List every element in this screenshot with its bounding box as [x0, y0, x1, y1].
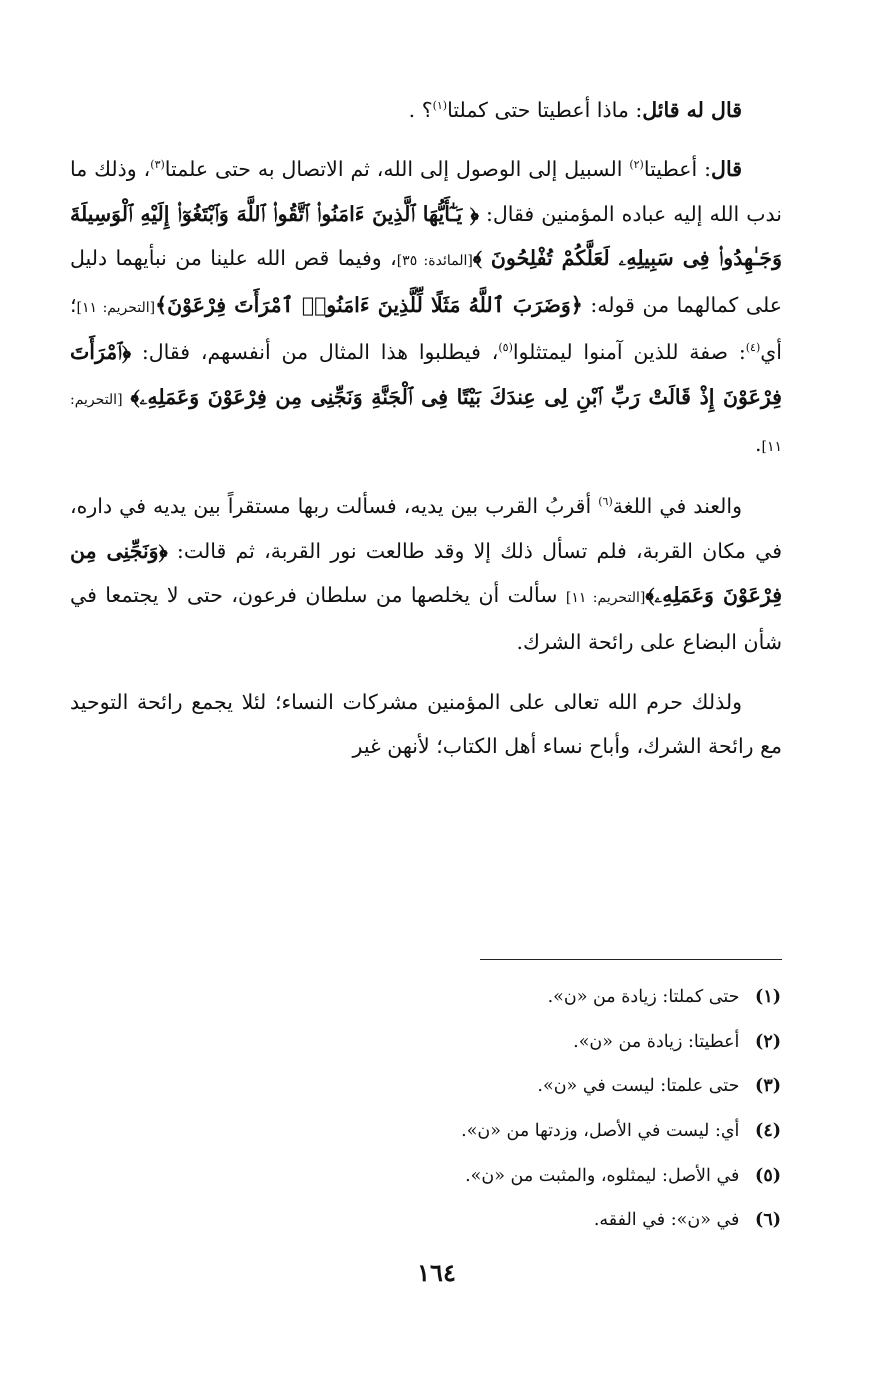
footnote-divider — [480, 959, 782, 960]
footnote-text: حتى كملتا: زيادة من «ن». — [547, 987, 740, 1007]
footnote-item — [181, 1064, 781, 1109]
footnote-text: حتى علمتا: ليست في «ن». — [537, 1076, 740, 1097]
footnote-ref: (١) — [432, 99, 448, 113]
paragraph-question: قال له قائل: ماذا أعطيتا حتى كملتا$^{(١)}$؟ . — [408, 98, 742, 122]
footnote-item — [181, 975, 781, 1020]
speaker-label: قال — [711, 157, 742, 182]
footnote-number: (٥) — [755, 1165, 781, 1186]
footnote-item — [181, 1020, 781, 1065]
paragraph-answer: قال: أعطيتا$^{(٢)}$ السبيل إلى الوصول إلى الله، ثم الاتصال به حتى علمتا$^{(٣)}$، وذلك ما ندب الله إليه عباده المؤمنين فقال: ﴿ يَـٰٓأَيُّهَا ٱلَّذِينَ ءَامَنُوا۟ ٱتَّقُوا۟ ٱللَّهَ وَٱبْتَغُوٓا۟ إِلَيْهِ ٱلْوَسِيلَةَ وَجَـٰهِدُوا۟ فِى سَبِيلِهِۦ لَعَلَّكُمْ تُفْلِحُونَ ﴾[المائدة: ٣٥]، وفيما قص الله علينا من نبأيهما دليل على كمالهما من قوله: ﴿وَضَرَبَ ٱللَّهُ مَثَلًا لِّلَّذِينَ ءَامَنُوا۟ ٱمْرَأَتَ فِرْعَوْنَ﴾[التحريم: ١١]؛ أي$^{(٤)}$: صفة للذين آمنوا ليمتثلوا$^{(٥)}$، فيطلبوا هذا المثال من أنفسهم، فقال: ﴿ٱمْرَأَتَ فِرْعَوْنَ إِذْ قَالَتْ رَبِّ ٱبْنِ لِى عِندَكَ بَيْتًا فِى ٱلْجَنَّةِ وَنَجِّنِى مِن فِرْعَوْنَ وَعَمَلِهِۦ﴾ [التحريم: ١١]. — [70, 157, 783, 457]
speaker-label: قال له قائل — [642, 98, 742, 122]
footnote-text: في «ن»: في الفقه. — [593, 1210, 740, 1231]
footnote-ref: (٣) — [150, 158, 165, 172]
footnote-text: أي: ليست في الأصل، وزدتها من «ن». — [461, 1121, 740, 1142]
footnote-number: (٢) — [755, 1031, 781, 1052]
footnote-text: في الأصل: ليمثلوه، والمثبت من «ن». — [465, 1165, 740, 1186]
quran-verse: ﴿ يَـٰٓأَيُّهَا ٱلَّذِينَ ءَامَنُوا۟ ٱتَّقُوا۟ ٱللَّهَ وَٱبْتَغُوٓا۟ إِلَيْهِ ٱلْوَسِيلَةَ وَجَـٰهِدُوا۟ فِى سَبِيلِهِۦ لَعَلَّكُمْ تُفْلِحُونَ ﴾ — [70, 201, 782, 270]
paragraph-ruling: ولذلك حرم الله تعالى على المؤمنين مشركات النساء؛ لئلا يجمع رائحة التوحيد مع رائحة الشرك، وأباح نساء أهل الكتاب؛ لأنهن غير — [70, 689, 782, 758]
paragraph-lexical: والعند في اللغة$^{(٦)}$ أقربُ القرب بين يديه، فسألت ربها مستقراً بين يديه في داره، في مكان القربة، فلم تسأل ذلك إلا وقد طالعت نور القربة، ثم قالت: ﴿وَنَجِّنِى مِن فِرْعَوْنَ وَعَمَلِهِۦ﴾[التحريم: ١١] سألت أن يخلصها من سلطان فرعون، حتى لا يجتمعا في شأن البضاع على رائحة الشرك. — [70, 494, 782, 655]
main-text — [70, 88, 782, 768]
footnote-item — [181, 1154, 781, 1199]
verse-reference: [التحريم: ١١] — [76, 300, 156, 317]
footnote-ref: (٢) — [629, 158, 644, 172]
verse-reference: [المائدة: ٣٥] — [396, 252, 473, 269]
footnotes-list — [181, 975, 781, 1243]
footnote-number: (٦) — [755, 1210, 781, 1231]
page-number: ١٦٤ — [417, 1258, 456, 1287]
quran-verse: ﴿ٱمْرَأَتَ فِرْعَوْنَ إِذْ قَالَتْ رَبِّ ٱبْنِ لِى عِندَكَ بَيْتًا فِى ٱلْجَنَّةِ وَنَجِّنِى مِن فِرْعَوْنَ وَعَمَلِهِۦ﴾ — [70, 340, 782, 409]
footnote-text: أعطيتا: زيادة من «ن». — [573, 1031, 740, 1052]
footnote-ref: (٦) — [598, 495, 613, 509]
footnote-number: (١) — [755, 987, 781, 1007]
footnote-number: (٤) — [755, 1121, 781, 1142]
footnote-ref: (٤) — [745, 341, 761, 355]
quran-verse: ﴿وَنَجِّنِى مِن فِرْعَوْنَ وَعَمَلِهِۦ﴾ — [70, 538, 782, 607]
footnote-number: (٣) — [755, 1076, 781, 1097]
verse-reference: [التحريم: ١١] — [565, 589, 646, 606]
footnote-item — [181, 1198, 781, 1243]
footnote-item — [181, 1109, 781, 1154]
verse-reference: [التحريم: ١١] — [70, 391, 782, 456]
quran-verse: ﴿وَضَرَبَ ٱللَّهُ مَثَلًا لِّلَّذِينَ ءَامَنُوا۟ ٱمْرَأَتَ فِرْعَوْنَ﴾ — [155, 293, 583, 318]
footnote-ref: (٥) — [498, 341, 513, 355]
